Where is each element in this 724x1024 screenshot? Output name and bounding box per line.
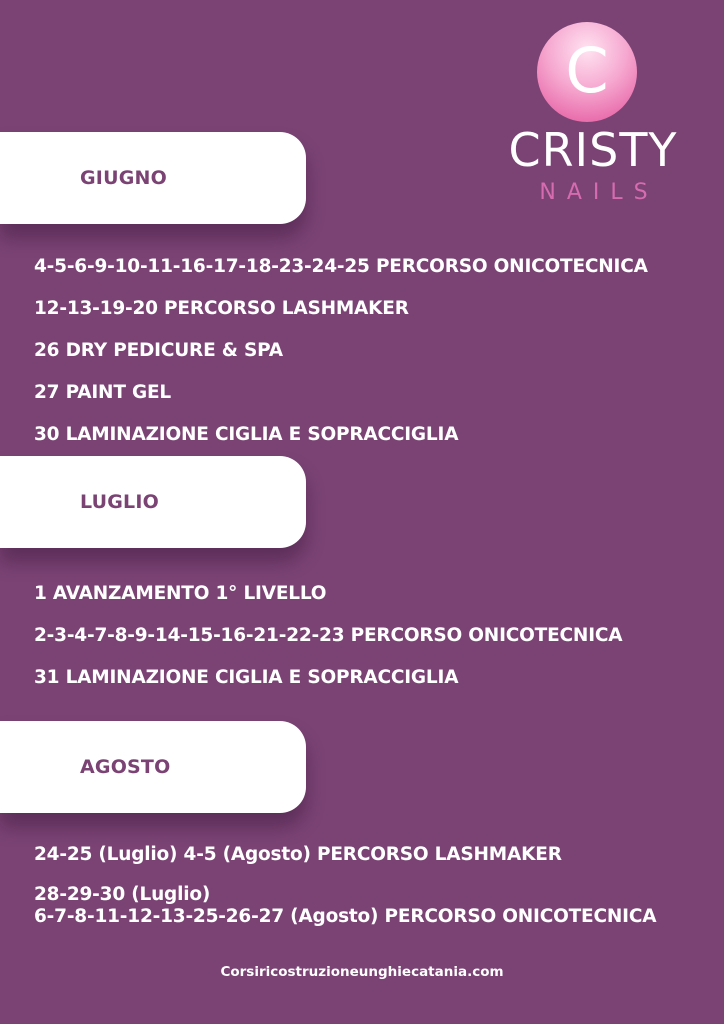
- month-title: LUGLIO: [80, 491, 159, 513]
- website-link[interactable]: Corsiricostruzioneunghiecatania.com: [220, 964, 504, 980]
- schedule-line: 26 DRY PEDICURE & SPA: [34, 340, 283, 361]
- brand-logo: [488, 22, 698, 212]
- month-title: AGOSTO: [80, 756, 171, 778]
- schedule-line: 12-13-19-20 PERCORSO LASHMAKER: [34, 298, 409, 319]
- schedule-line: 1 AVANZAMENTO 1° LIVELLO: [34, 583, 327, 604]
- month-tab-agosto: [0, 721, 306, 813]
- schedule-line: 4-5-6-9-10-11-16-17-18-23-24-25 PERCORSO ONICOTECNICA: [34, 256, 648, 277]
- schedule-line: 27 PAINT GEL: [34, 382, 172, 403]
- schedule-line: 6-7-8-11-12-13-25-26-27 (Agosto) PERCORSO ONICOTECNICA: [34, 906, 657, 927]
- logo-initial: C: [565, 34, 609, 107]
- logo-subtitle: NAILS: [539, 180, 659, 205]
- schedule-line: 31 LAMINAZIONE CIGLIA E SOPRACCIGLIA: [34, 667, 459, 688]
- logo-name: CRISTY: [508, 123, 678, 177]
- schedule-line: 24-25 (Luglio) 4-5 (Agosto) PERCORSO LASHMAKER: [34, 844, 562, 865]
- month-tab-luglio: [0, 456, 306, 548]
- month-title: GIUGNO: [80, 167, 167, 189]
- schedule-line: 30 LAMINAZIONE CIGLIA E SOPRACCIGLIA: [34, 424, 459, 445]
- schedule-line: 28-29-30 (Luglio): [34, 884, 211, 905]
- month-tab-giugno: [0, 132, 306, 224]
- schedule-line: 2-3-4-7-8-9-14-15-16-21-22-23 PERCORSO ONICOTECNICA: [34, 625, 623, 646]
